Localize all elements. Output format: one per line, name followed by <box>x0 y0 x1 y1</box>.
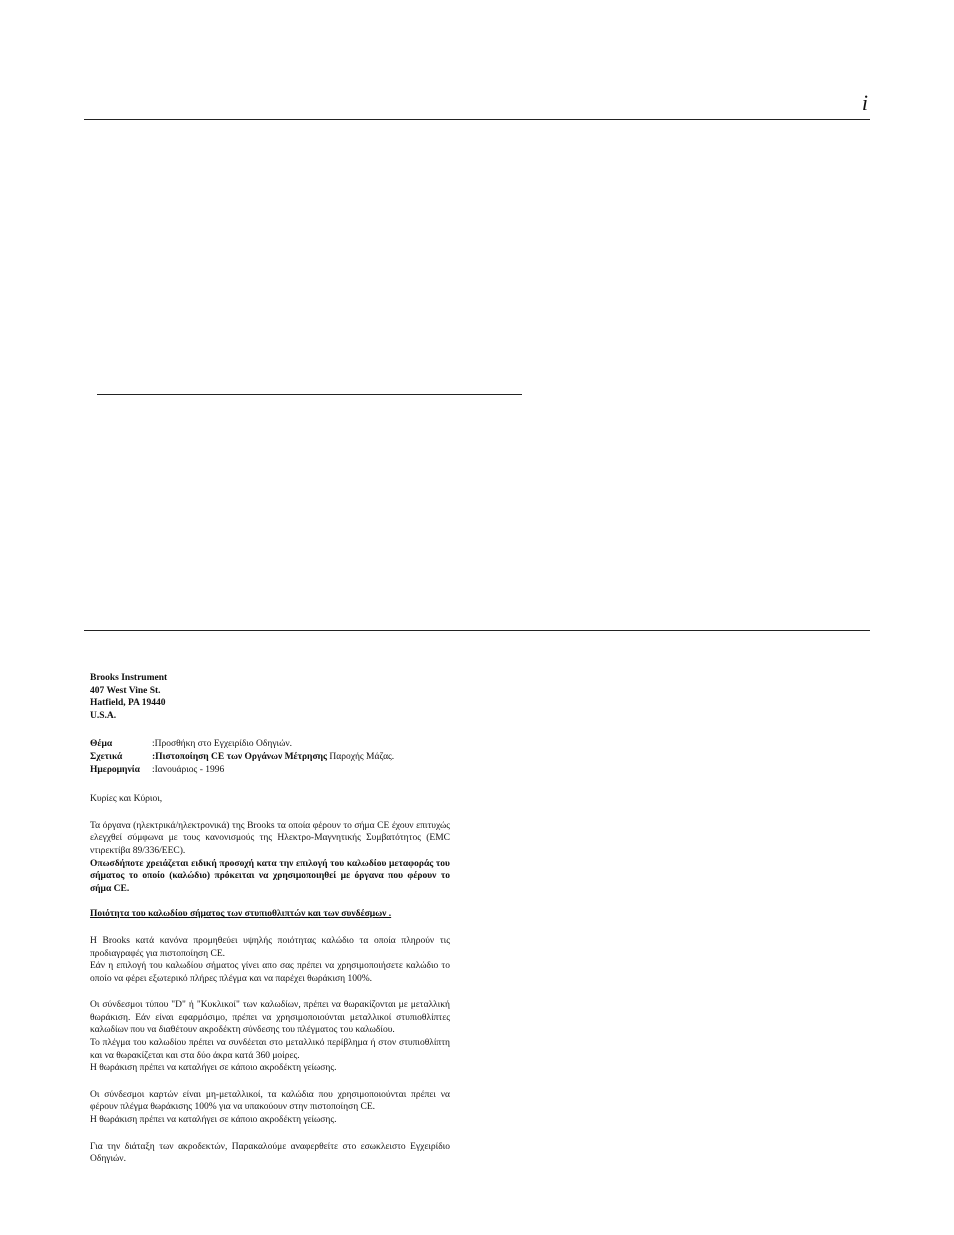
section-rule <box>84 630 870 631</box>
meta-key: Θέμα <box>90 739 113 750</box>
paragraph-text: Το πλέγμα του καλωδίου πρέπει να συνδέεται στο μεταλλικό περίβλημα ή στον στυπιοθλίπτη και να θωρακίζεται και στα δύο άκρα κατά 360 μοίρες. <box>90 1038 450 1061</box>
sender-address <box>90 672 450 722</box>
paragraph-text: Οι σύνδεσμοι τύπου "D" ή "Κυκλικοί" των καλωδίων, πρέπει να θωρακίζονται με μεταλλική θωράκιση. Εάν είναι εφαρμόσιμο, πρέπει να χρησιμοποιούνται μεταλλικοί στυπιοθλίπτες καλωδίων που να διαθέτουν ακροδέκτη σύνδεσης του πλέγματος του καλωδίου. <box>90 1000 450 1036</box>
meta-row-regarding <box>90 751 394 764</box>
address-line: U.S.A. <box>90 710 117 721</box>
meta-value: :Ιανουάριος - 1996 <box>152 764 225 775</box>
paragraph-text: Η Brooks κατά κανόνα προμηθεύει υψηλής ποιότητας καλώδιο τα οποία πληρούν τις προδιαγραφές για πιστοποίηση CE. <box>90 935 450 959</box>
letter-meta <box>90 738 394 776</box>
paragraph-intro <box>90 820 450 896</box>
section-heading: Ποιότητα του καλωδίου σήματος των στυπιοθλιπτών και των συνδέσμων . <box>90 909 392 920</box>
meta-row-date <box>90 764 394 777</box>
page-number: i <box>861 90 868 115</box>
paragraph-text: Τα όργανα (ηλεκτρικά/ηλεκτρονικά) της Brooks τα οποία φέρουν το σήμα CE έχουν επιτυχώς ελεγχθεί σύμφωνα με τους κανονισμούς της Ηλεκτρο-Μαγνητικής Συμβατότητος (EMC ντιρεκτίβα 89/336/EEC). <box>90 820 450 856</box>
address-line: Brooks Instrument <box>90 673 168 683</box>
meta-value: :Προσθήκη στο Εγχειρίδιο Οδηγιών. <box>152 739 293 750</box>
meta-value: :Πιστοποίηση CE των Οργάνων Μέτρησης Παροχής Μάζας. <box>152 751 395 762</box>
paragraph-text: Οπωσδήποτε χρειάζεται ειδική προσοχή κατα την επιλογή του καλωδίου μεταφοράς του σήματος το οποίο (καλώδιο) πρόκειται να χρησιμοποιηθεί με όργανα που φέρουν το σήμα CE. <box>90 858 450 894</box>
letter <box>90 672 450 1166</box>
paragraph-text: Οι σύνδεσμοι καρτών είναι μη-μεταλλικοί, τα καλώδια που χρησιμοποιούνται πρέπει να φέρουν πλέγμα θωράκισης 100% για να υπακούουν στην πιστοποίηση CE. <box>90 1089 450 1113</box>
address-line: Hatfield, PA 19440 <box>90 698 166 709</box>
address-line: 407 West Vine St. <box>90 685 161 696</box>
short-divider <box>97 394 522 395</box>
meta-row-subject <box>90 738 394 751</box>
header-rule <box>84 119 870 120</box>
meta-key: Σχετικά <box>90 751 123 762</box>
paragraph-cards <box>90 1089 450 1127</box>
greeting: Κυρίες και Κύριοι, <box>90 794 163 805</box>
meta-key: Ημερομηνία <box>90 764 140 775</box>
paragraph-text: Εάν η επιλογή του καλωδίου σήματος γίνει απο σας πρέπει να χρησιμοποιήσετε καλώδιο το οποίο να φέρει εξωτερικό πλήρες πλέγμα και να παρέχει θωράκιση 100%. <box>90 961 450 984</box>
paragraph-text: Η θωράκιση πρέπει να καταλήγει σε κάποιο ακροδέκτη γείωσης. <box>90 1063 337 1074</box>
paragraph-text: Η θωράκιση πρέπει να καταλήγει σε κάποιο ακροδέκτη γείωσης. <box>90 1115 337 1126</box>
paragraph-cable <box>90 935 450 985</box>
paragraph-connectors <box>90 999 450 1075</box>
paragraph-closing: Για την διάταξη των ακροδεκτών, Παρακαλούμε αναφερθείτε στο εσωκλειστο Εγχειρίδιο Οδηγιών. <box>90 1141 450 1165</box>
